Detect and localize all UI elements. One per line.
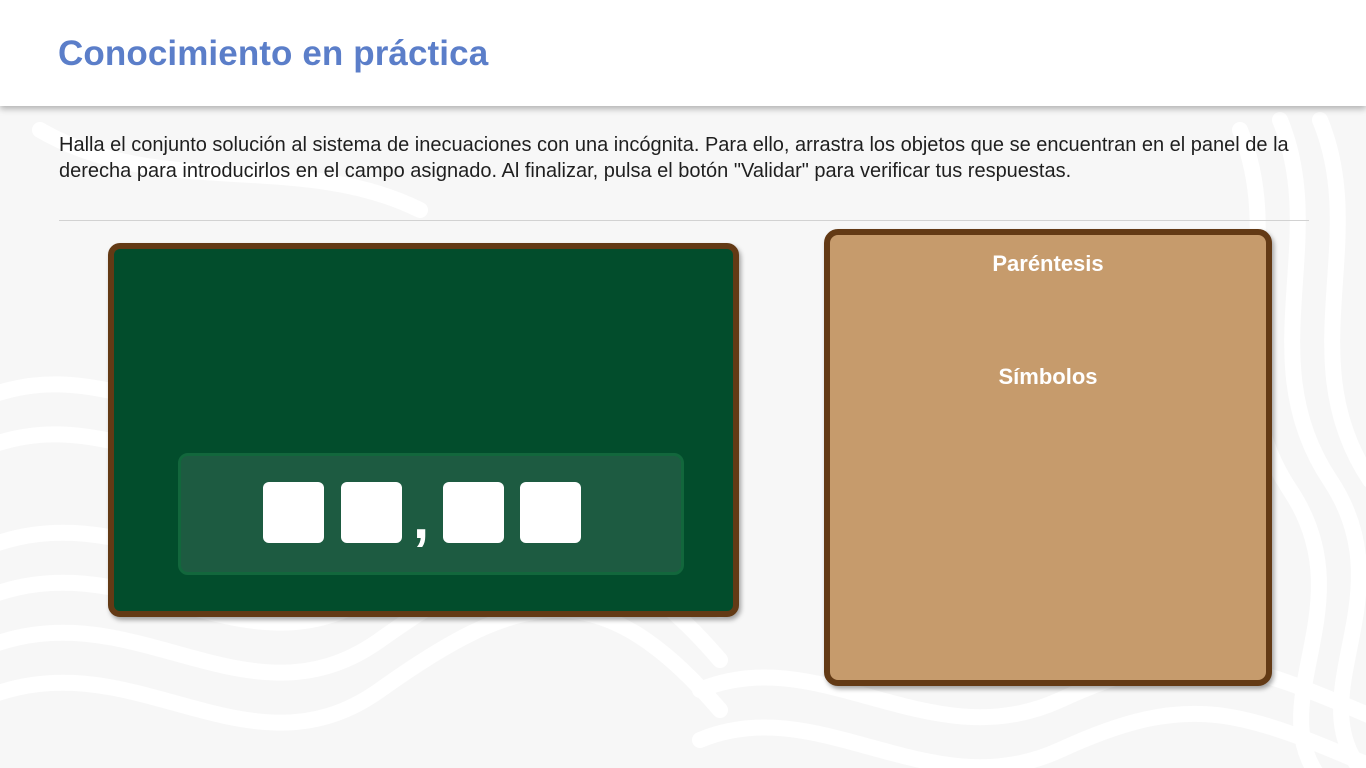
- drop-slot-1[interactable]: [263, 482, 324, 543]
- answer-drop-field[interactable]: [178, 453, 684, 575]
- parentheses-heading: Paréntesis: [992, 251, 1104, 276]
- activity-instructions: Halla el conjunto solución al sistema de inecuaciones con una incógnita. Para ello, arrastra los objetos que se encuentran en el panel de la derecha para introducirlos en el campo asignado. Al finalizar, pulsa el botón "Validar" para verificar tus respuestas.: [59, 134, 1289, 182]
- interval-comma: ,: [413, 486, 430, 551]
- page-title: Conocimiento en práctica: [58, 34, 489, 73]
- answer-board: [108, 243, 739, 617]
- divider: [59, 220, 1309, 221]
- drop-slot-3[interactable]: [443, 482, 504, 543]
- drop-slot-4[interactable]: [520, 482, 581, 543]
- page-header: [0, 0, 1366, 106]
- objects-panel: [824, 229, 1272, 686]
- drop-slot-2[interactable]: [341, 482, 402, 543]
- symbols-heading: Símbolos: [998, 364, 1098, 389]
